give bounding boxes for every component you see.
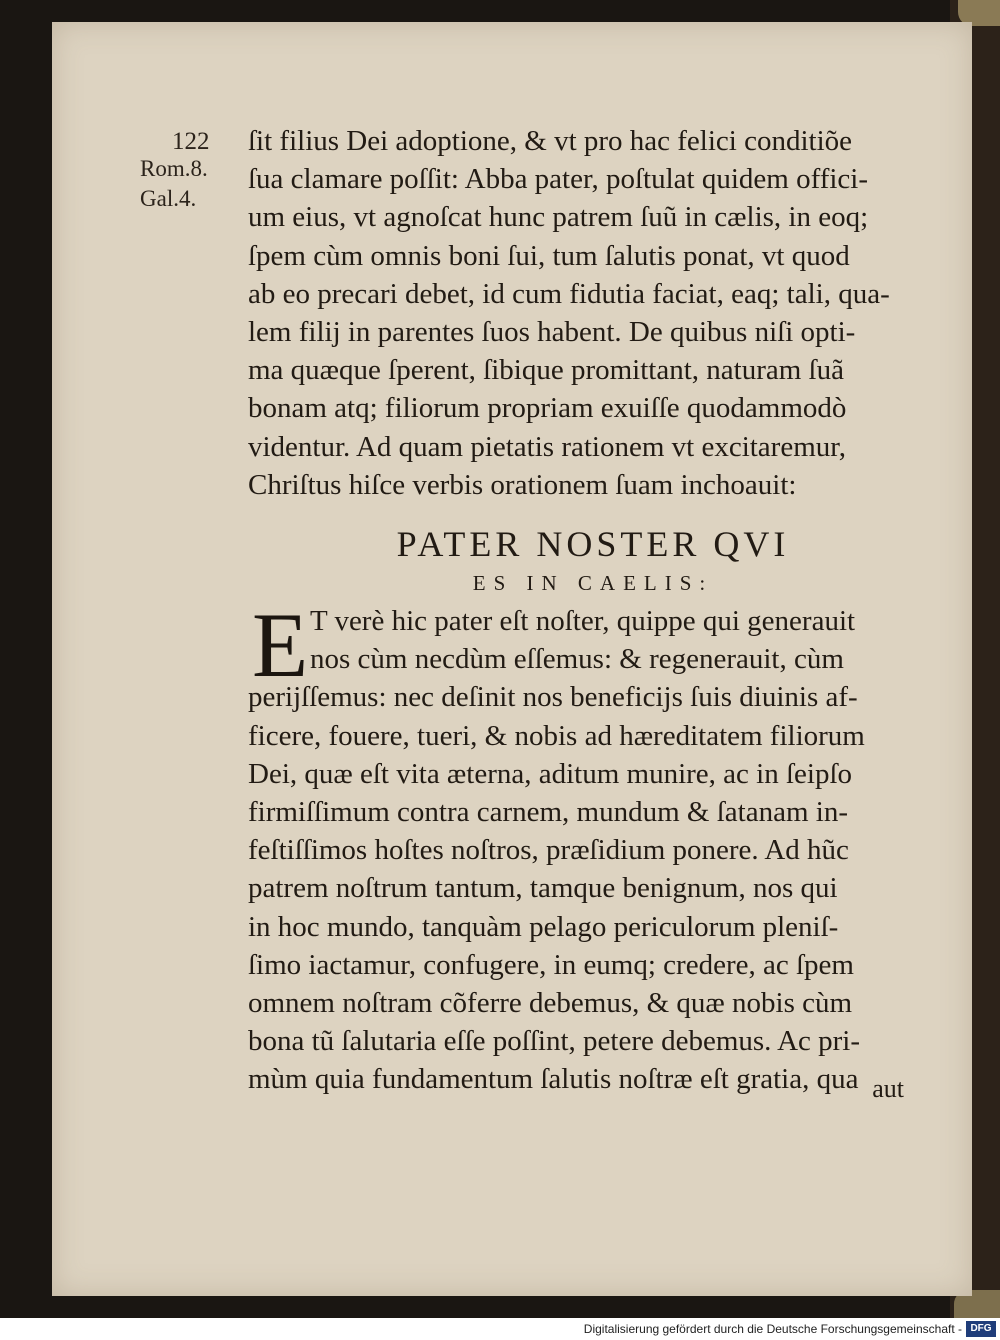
page-number: 122 (172, 128, 210, 155)
text-line: ſua clamare poſſit: Abba pater, poſtulat quidem offici- (248, 163, 869, 196)
text-line: ma quæque ſperent, ſibique promittant, naturam ſuã (248, 354, 844, 387)
text-line: videntur. Ad quam pietatis rationem vt excitaremur, (248, 430, 847, 463)
text-line: perijſſemus: nec deſinit nos beneficijs ſuis diuinis af- (248, 681, 858, 714)
funding-credit: Digitalisierung gefördert durch die Deutsche Forschungsgemeinschaft - (583, 1322, 962, 1336)
text-line: mùm quia fundamentum ſalutis noſtræ eſt gratia, qua (248, 1063, 859, 1096)
catchword: aut (872, 1074, 904, 1103)
text-line: ſpem cùm omnis boni ſui, tum ſalutis ponat, vt quod (248, 239, 850, 272)
text-line: ab eo precari debet, id cum fidutia faciat, eaq; tali, qua- (248, 277, 890, 310)
text-line: ficere, fouere, tueri, & nobis ad hæreditatem filiorum (248, 719, 865, 752)
text-line: bona tũ ſalutaria eſſe poſſint, petere debemus. Ac pri- (248, 1025, 861, 1058)
text-line: ſimo iactamur, confugere, in eumq; credere, ac ſpem (248, 948, 854, 981)
marginal-note: Gal.4. (140, 186, 197, 211)
text-line: nos cùm necdùm eſſemus: & regenerauit, cùm (310, 643, 844, 676)
text-line: T verè hic pater eſt noſter, quippe qui generauit (310, 605, 856, 637)
text-line: in hoc mundo, tanquàm pelago periculorum pleniſ- (248, 910, 839, 943)
marginal-note: Rom.8. (140, 156, 208, 181)
drop-cap-initial: E (252, 594, 309, 696)
text-line: firmiſſimum contra carnem, mundum & ſatanam in- (248, 795, 848, 828)
dfg-logo[interactable]: DFG (966, 1321, 996, 1337)
text-line: feſtiſſimos hoſtes noſtros, præſidium ponere. Ad hũc (248, 834, 849, 867)
section-subheading: ES IN CAELIS: (472, 571, 714, 595)
intro-paragraph (248, 122, 938, 504)
text-line: Dei, quæ eſt vita æterna, aditum munire, ac in ſeipſo (248, 757, 853, 790)
text-line: patrem noſtrum tantum, tamque benignum, nos qui (248, 872, 838, 905)
text-line: bonam atq; filiorum propriam exuiſſe quodammodò (248, 392, 847, 425)
text-line: omnem noſtram cõferre debemus, & quæ nobis cùm (248, 986, 853, 1019)
section-heading: PATER NOSTER QVI (396, 524, 790, 564)
marginalia (140, 154, 208, 214)
book-page (52, 22, 972, 1296)
text-line: um eius, vt agnoſcat hunc patrem ſuũ in cælis, in eoq; (248, 201, 869, 234)
digitization-footer (0, 1318, 1000, 1340)
body-paragraph (248, 594, 938, 1098)
text-line: ſit filius Dei adoptione, & vt pro hac felici conditiõe (248, 125, 853, 157)
text-line: lem filij in parentes ſuos habent. De quibus niſi opti- (248, 315, 856, 348)
text-line: Chriſtus hiſce verbis orationem ſuam inchoauit: (248, 468, 797, 501)
